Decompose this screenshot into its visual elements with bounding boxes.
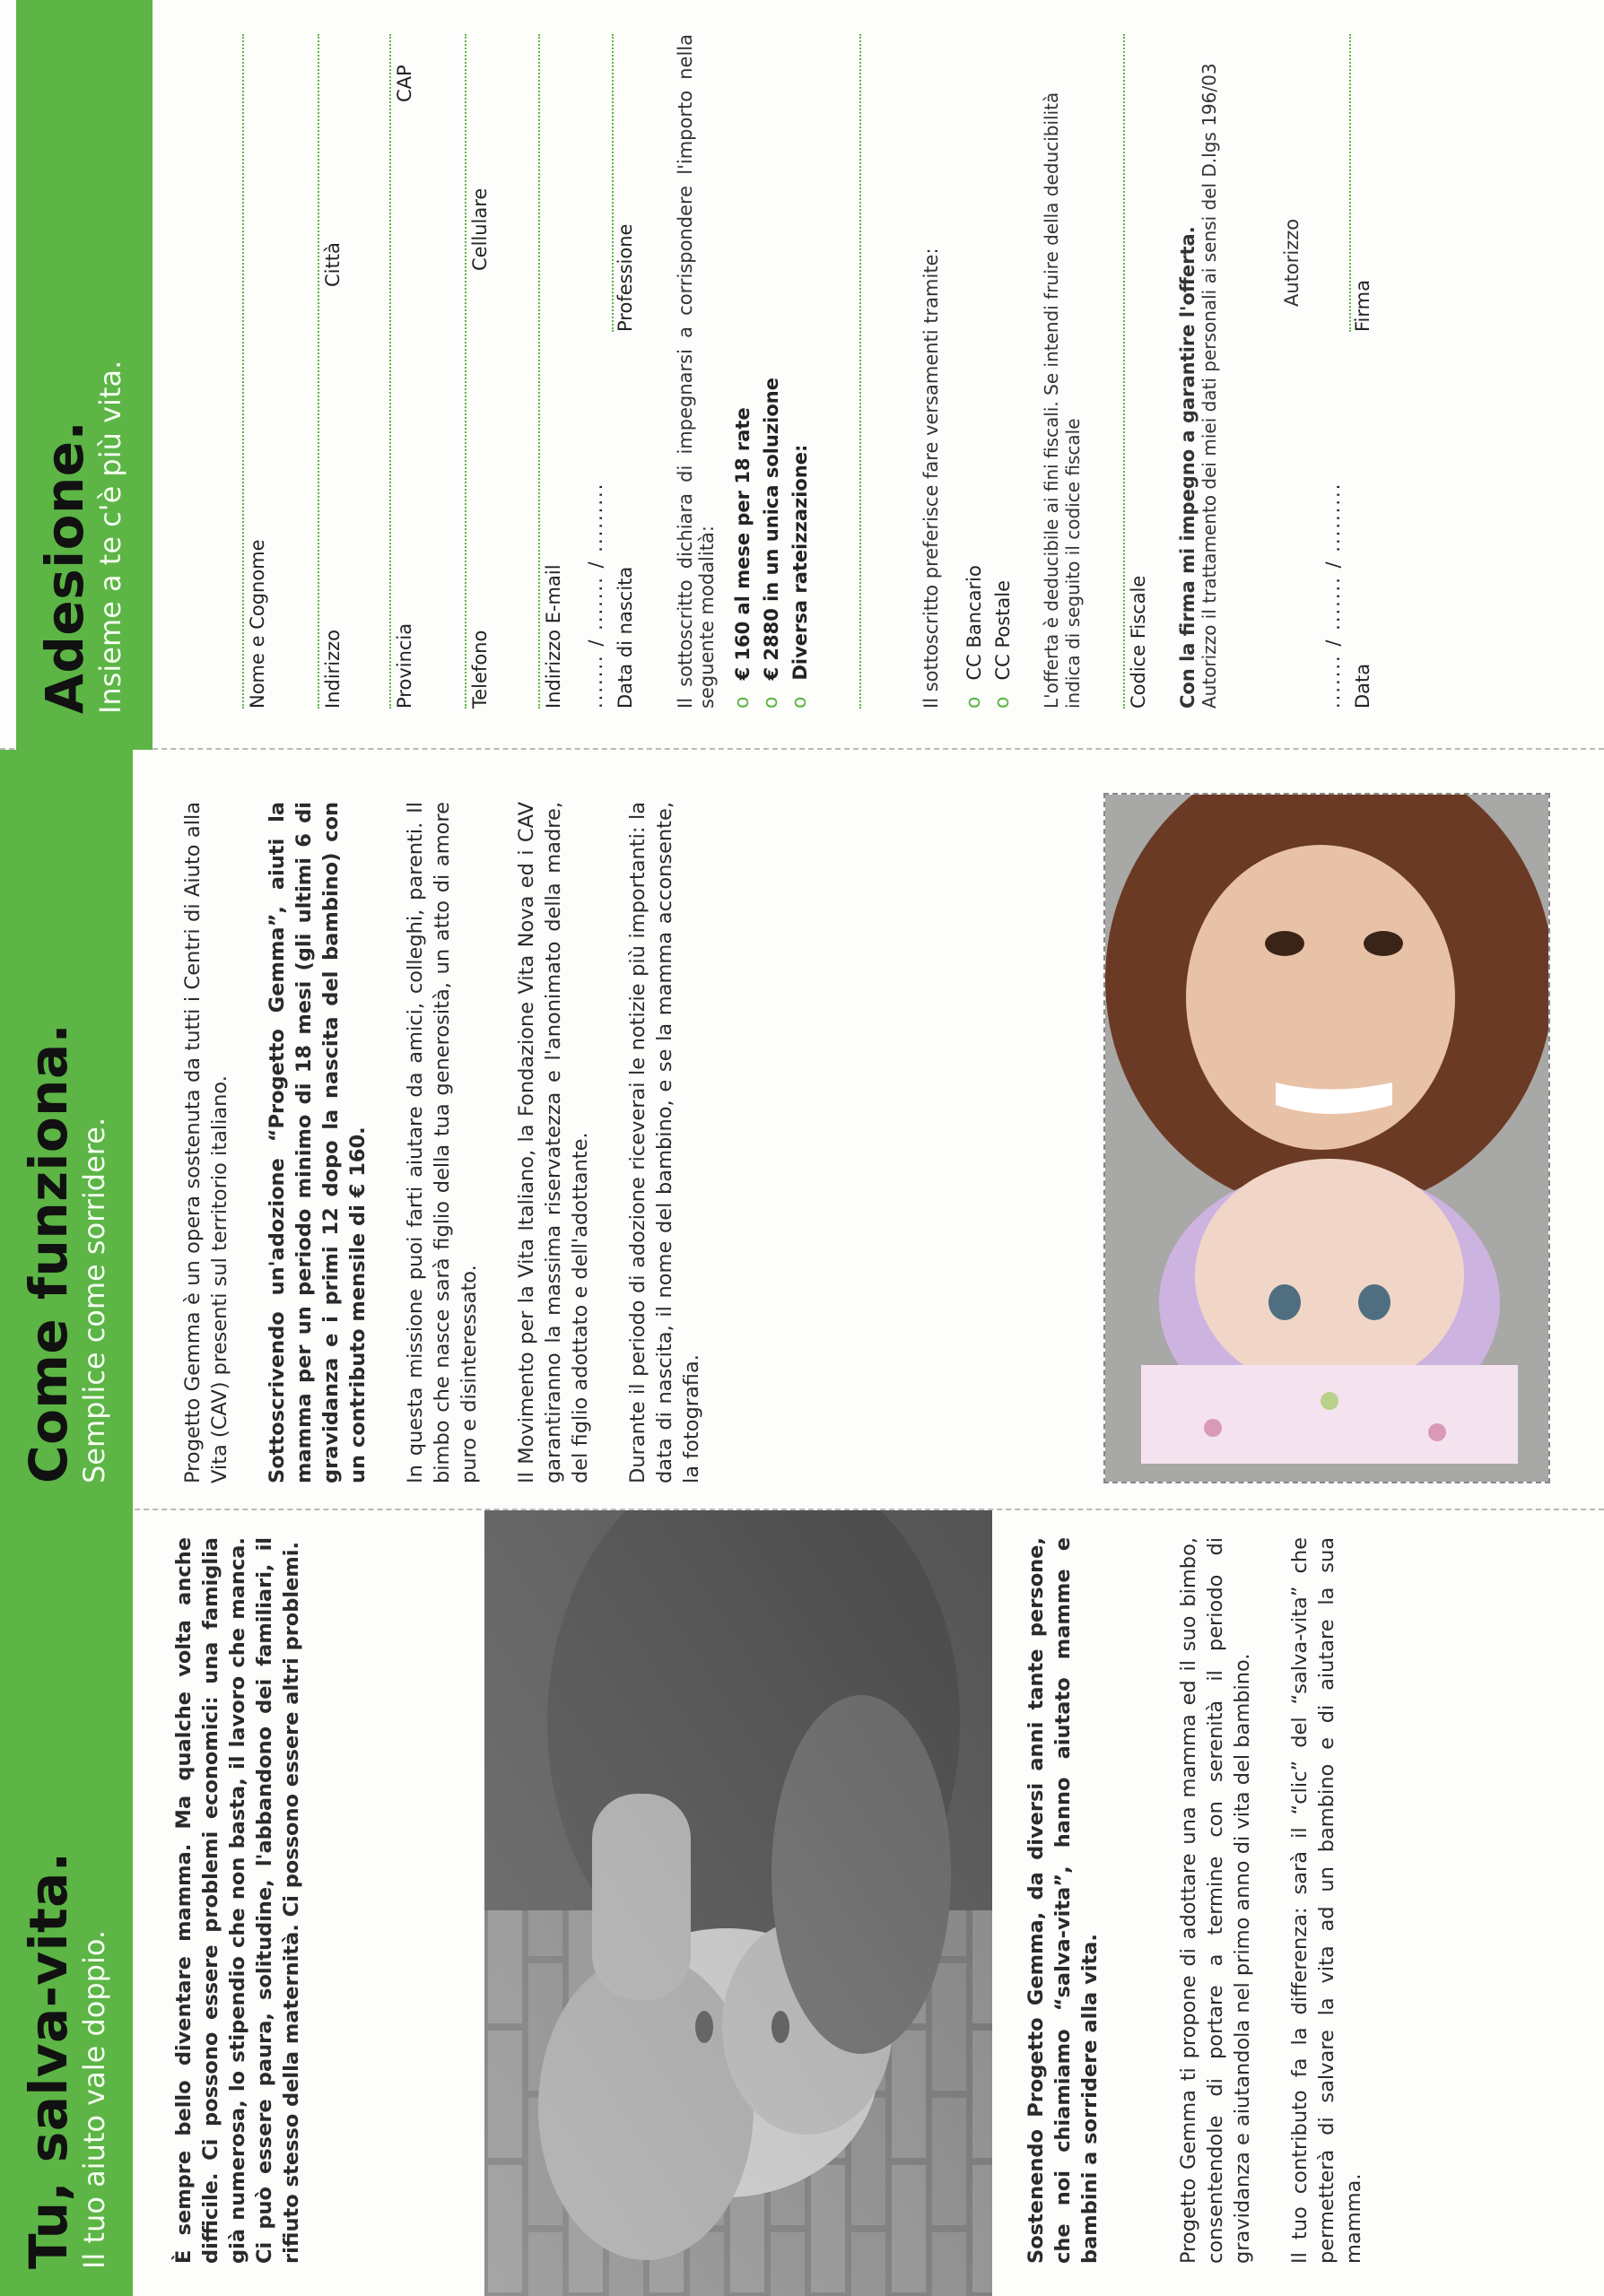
province-label: Provincia xyxy=(394,622,415,709)
signature-label: Firma xyxy=(1352,280,1373,332)
email-field[interactable] xyxy=(508,34,567,709)
cap-label: CAP xyxy=(394,65,415,102)
banner-adesione xyxy=(16,0,153,750)
banner-salva-vita xyxy=(0,1510,133,2296)
province-field[interactable] xyxy=(359,34,418,709)
name-line[interactable] xyxy=(212,34,244,709)
panel1-body xyxy=(1175,1537,1398,2264)
option-postal[interactable] xyxy=(989,34,1017,709)
panel1-title: Tu, salva-vita. xyxy=(18,1851,79,2269)
authorize-label: Autorizzo xyxy=(1281,218,1303,307)
name-label: Nome e Cognome xyxy=(247,539,268,709)
panel2-para3: In questa missione puoi farti aiutare da amici, colleghi, parenti. Il bimbo che nasce sarà figlio della tua generosità, un atto di amore puro e disinteressato. xyxy=(404,802,481,1483)
address-line[interactable] xyxy=(287,34,319,709)
option-postal-label: CC Postale xyxy=(992,579,1014,681)
commitment-block xyxy=(1177,34,1220,709)
phone-label: Telefono xyxy=(469,630,491,709)
email-label: Indirizzo E-mail xyxy=(543,564,564,709)
sad-woman-image xyxy=(484,1510,992,2296)
declaration-text: Il sottoscritto dichiara di impegnarsi a corrispondere l'importo nella seguente modalità: xyxy=(675,34,718,709)
option-single[interactable] xyxy=(757,34,786,709)
phone-field[interactable] xyxy=(434,34,493,709)
city-label: Città xyxy=(322,242,344,287)
sign-date-mask[interactable]: ....... / ....... / ......... xyxy=(1322,482,1344,709)
profession-line[interactable] xyxy=(581,34,614,332)
option-bank-radio[interactable]: o xyxy=(963,696,985,709)
tax-code-label: Codice Fiscale xyxy=(1128,575,1149,709)
name-field[interactable] xyxy=(212,34,271,709)
email-line[interactable] xyxy=(508,34,540,709)
mother-baby-photo xyxy=(1103,793,1550,1483)
birth-label: Data di nascita xyxy=(615,566,636,709)
panel-adesione xyxy=(0,0,1604,750)
panel1-highlight: Sostenendo Progetto Gemma, da diversi anni tante persone, che noi chiamiamo “salva-vita”, hanno aiutato mamme e bambini a sorridere alla vita. xyxy=(1024,1537,1102,2264)
panel2-para1: Progetto Gemma è un opera sostenuta da tutti i Centri di Aiuto alla Vita (CAV) presenti sul territorio italiano. xyxy=(181,802,231,1483)
sad-woman-photo xyxy=(484,1510,992,2296)
option-monthly-label: € 160 al mese per 18 rate xyxy=(732,407,754,681)
panel1-para2: Il tuo contributo fa la differenza: sarà il “clic” del “salva-vita” che permetterà di salvare la vita ad un bambino e di aiutare la sua mamma. xyxy=(1288,1537,1365,2264)
panel2-body xyxy=(179,802,736,1483)
panel3-subtitle: Insieme a te c'è più vita. xyxy=(93,360,127,714)
panel1-intro: È sempre bello diventare mamma. Ma qualche volta anche difficile. Ci possono essere problemi economici: una famiglia già numerosa, lo stipendio che non basta, il lavoro che manca. Ci può essere paura, solitudine, l'abbandono dei familiari, il rifiuto stesso della maternità. Ci possono essere altri problemi. xyxy=(172,1537,303,2264)
panel2-para2: Sottoscrivendo un'adozione “Progetto Gemma”, aiuti la mamma per un periodo minimo di 18 mesi (gli ultimi 6 di gravidanza e i primi 12 dopo la nascita del bambino) con un contributo mensile di € 160. xyxy=(266,802,370,1483)
signature-line[interactable] xyxy=(1319,34,1351,332)
option-other-label: Diversa rateizzazione: xyxy=(789,444,811,681)
panel2-para4: Il Movimento per la Vita Italiano, la Fondazione Vita Nova ed i CAV garantiranno la massima riservatezza e l'anonimato della madre, del figlio adottato e dell'adottante. xyxy=(515,802,592,1483)
option-single-radio[interactable]: o xyxy=(760,696,782,709)
panel-come-funziona xyxy=(0,750,1604,1510)
option-monthly-radio[interactable]: o xyxy=(731,696,754,709)
privacy-text: Autorizzo il trattamento dei miei dati personali ai sensi del D.lgs 196/03 xyxy=(1199,63,1220,709)
mother-baby-image xyxy=(1105,795,1548,1482)
address-field[interactable] xyxy=(287,34,346,709)
tax-code-field[interactable] xyxy=(1093,34,1152,709)
option-bank-label: CC Bancario xyxy=(963,565,985,681)
option-single-label: € 2880 in un unica soluzione xyxy=(761,378,782,681)
option-other[interactable] xyxy=(786,34,815,709)
panel2-subtitle: Semplice come sorridere. xyxy=(77,1117,111,1483)
tax-code-line[interactable] xyxy=(1093,34,1125,709)
date-label: Data xyxy=(1352,663,1373,709)
panel-salva-vita xyxy=(0,1510,1604,2296)
panel2-title: Come funziona. xyxy=(18,1022,79,1483)
birth-field[interactable] xyxy=(581,34,639,709)
profession-label: Professione xyxy=(615,223,636,332)
deductible-text: L'offerta è deducibile ai fini fiscali. Se intendi fruire della deducibilità indica di seguito il codice fiscale xyxy=(1041,91,1084,709)
option-monthly[interactable] xyxy=(728,34,757,709)
option-bank[interactable] xyxy=(960,34,989,709)
transfer-options xyxy=(960,34,1017,709)
panel1-subtitle: Il tuo aiuto vale doppio. xyxy=(77,1929,111,2269)
address-label: Indirizzo xyxy=(322,629,344,709)
other-plan-line[interactable] xyxy=(824,34,861,709)
province-line[interactable] xyxy=(359,34,391,709)
commitment-text: Con la firma mi impegno a garantire l'offerta. xyxy=(1177,226,1199,709)
option-postal-radio[interactable]: o xyxy=(991,696,1014,709)
mobile-label: Cellulare xyxy=(469,187,491,271)
payment-options xyxy=(728,34,861,709)
phone-line[interactable] xyxy=(434,34,466,709)
panel1-para1: Progetto Gemma ti propone di adottare una mamma ed il suo bimbo, consentendole di portare a termine con serenità il periodo di gravidanza e aiutandola nel primo anno di vita del bambino. xyxy=(1177,1537,1254,2264)
panel3-title: Adesione. xyxy=(34,420,95,714)
signature-field[interactable] xyxy=(1319,34,1376,709)
banner-come-funziona xyxy=(0,750,133,1510)
transfer-text: Il sottoscritto preferisce fare versamenti tramite: xyxy=(920,248,942,709)
birth-date-mask[interactable]: ....... / ....... / ......... xyxy=(585,482,606,709)
panel2-para5: Durante il periodo di adozione riceverai le notizie più importanti: la data di nascita, il nome del bambino, e se la mamma acconsente, la fotografia. xyxy=(626,802,703,1483)
option-other-radio[interactable]: o xyxy=(789,696,811,709)
